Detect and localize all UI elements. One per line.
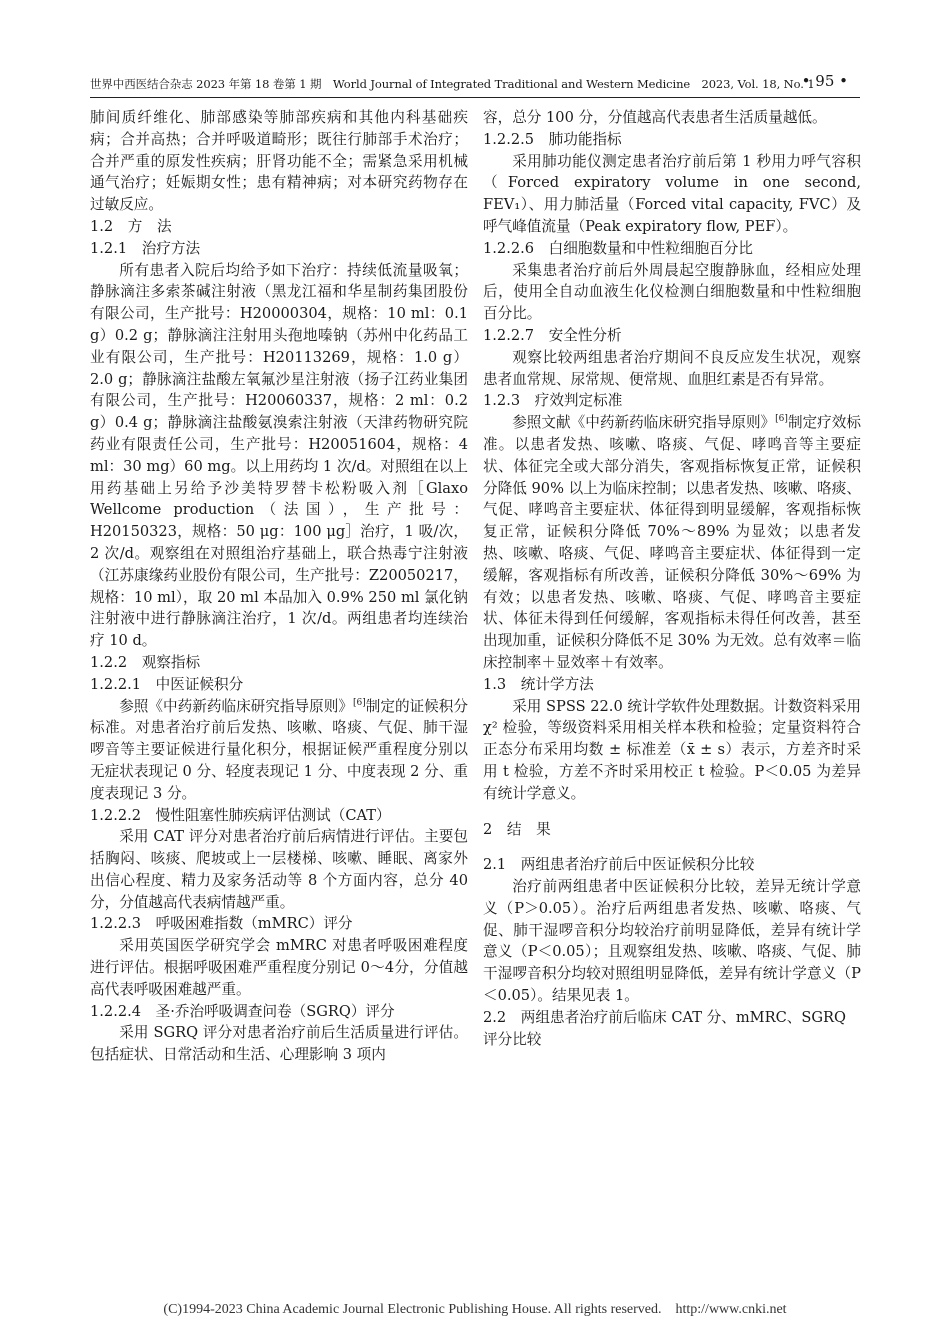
paragraph: 采用 SPSS 22.0 统计学软件处理数据。计数资料采用 χ² 检验，等级资料采用相关样本秩和检验；定量资料符合正态分布采用均数 ± 标准差（x̄ ± s）表示，方差齐时采用 t 检验，方差不齐时采用校正 t 检验。P＜0.05 为差异有统计学意义。 (483, 697, 861, 802)
section-heading: 1.2.2.7 安全性分析 (483, 326, 622, 344)
section-heading: 1.2.2.1 中医证候积分 (90, 675, 244, 693)
section-heading: 2.2 两组患者治疗前后临床 CAT 分、mMRC、SGRQ 评分比较 (483, 1008, 846, 1048)
paragraph: 参照文献《中药新药临床研究指导原则》[6]制定疗效标准。以患者发热、咳嗽、咯痰、气促、哮鸣音等主要症状、体征完全或大部分消失，客观指标恢复正常，证候积分降低 90% 以上为临床控制；以患者发热、咳嗽、咯痰、气促、哮鸣音主要症状、体征得到明显缓解，客观指标恢复正常，证候积分降低 70%～89% 为显效；以患者发热、咳嗽、咯痰、气促、哮鸣音主要症状、体征得到一定缓解，客观指标有所改善，证候积分降低 30%～69% 为有效；以患者发热、咳嗽、咯痰、气促、哮鸣音主要症状、体征未得到任何缓解，客观指标未得任何改善，甚至出现加重，证候积分降低不足 30% 为无效。总有效率＝临床控制率＋显效率＋有效率。 (483, 414, 861, 671)
header-rule (90, 97, 860, 98)
right-column (483, 107, 861, 1050)
section-heading: 1.3 统计学方法 (483, 675, 594, 693)
paragraph: 观察比较两组患者治疗期间不良反应发生状况，观察患者血常规、尿常规、便常规、血胆红素是否有异常。 (483, 348, 861, 388)
journal-info: 世界中西医结合杂志 2023 年第 18 卷第 1 期 World Journal of Integrated Traditional and Western Medicine 2023, Vol. 18, No. 1 (90, 77, 815, 91)
running-header (90, 72, 860, 96)
paragraph: 采用 SGRQ 评分对患者治疗前后生活质量进行评估。包括症状、日常活动和生活、心理影响 3 项内 (90, 1024, 468, 1064)
section-heading: 1.2.2.3 呼吸困难指数（mMRC）评分 (90, 915, 353, 933)
paragraph: 肺间质纤维化、肺部感染等肺部疾病和其他内科基础疾病；合并高热；合并呼吸道畸形；既往行肺部手术治疗；合并严重的原发性疾病；肝肾功能不全；需紧急采用机械通气治疗；妊娠期女性；患有精神病；对本研究药物存在过敏反应。 (90, 109, 468, 214)
paragraph: 采用肺功能仪测定患者治疗前后第 1 秒用力呼气容积（Forced expiratory volume in one second, FEV₁）、用力肺活量（Forced vital capacity, FVC）及呼气峰值流量（Peak expiratory flow, PEF）。 (483, 152, 861, 235)
paragraph: 采集患者治疗前后外周晨起空腹静脉血，经相应处理后，使用全自动血液生化仪检测白细胞数量和中性粒细胞百分比。 (483, 261, 861, 323)
left-column (90, 107, 468, 1066)
paragraph: 治疗前两组患者中医证候积分比较，差异无统计学意义（P＞0.05）。治疗后两组患者发热、咳嗽、咯痰、气促、肺干湿啰音积分均较治疗前明显降低，差异有统计学意义（P＜0.05）；且观察组发热、咳嗽、咯痰、气促、肺干湿啰音积分均较对照组明显降低，差异有统计学意义（P＜0.05）。结果见表 1。 (483, 878, 861, 1005)
paragraph: 容，总分 100 分，分值越高代表患者生活质量越低。 (483, 109, 827, 126)
section-heading: 1.2.1 治疗方法 (90, 239, 201, 257)
section-heading: 2 结 果 (483, 820, 551, 838)
section-heading: 1.2.2.6 白细胞数量和中性粒细胞百分比 (483, 239, 753, 257)
page-number: • 95 • (801, 72, 848, 90)
citation-ref: [6] (775, 414, 788, 425)
section-heading: 1.2.2.4 圣·乔治呼吸调查问卷（SGRQ）评分 (90, 1002, 395, 1020)
section-heading: 1.2.2.5 肺功能指标 (483, 130, 622, 148)
section-heading: 2.1 两组患者治疗前后中医证候积分比较 (483, 856, 755, 874)
section-heading: 1.2.2 观察指标 (90, 653, 201, 671)
section-heading: 1.2.2.2 慢性阻塞性肺疾病评估测试（CAT） (90, 806, 391, 824)
paragraph: 采用 CAT 评分对患者治疗前后病情进行评估。主要包括胸闷、咳痰、爬坡或上一层楼梯、咳嗽、睡眠、离家外出信心程度、精力及家务活动等 8 个方面内容，总分 40 分，分值越高代表病情越严重。 (90, 828, 468, 911)
paragraph: 参照《中药新药临床研究指导原则》[6]制定的证候积分标准。对患者治疗前后发热、咳嗽、咯痰、气促、肺干湿啰音等主要证候进行量化积分，根据证候严重程度分别以无症状表现记 0 分、轻度表现记 1 分、中度表现 2 分、重度表现记 3 分。 (90, 697, 468, 802)
paragraph: 采用英国医学研究学会 mMRC 对患者呼吸困难程度进行评估。根据呼吸困难严重程度分别记 0～4分，分值越高代表呼吸困难越严重。 (90, 937, 468, 998)
section-gap (483, 805, 861, 819)
citation-ref: [6] (352, 697, 366, 708)
section-heading: 1.2.3 疗效判定标准 (483, 392, 623, 410)
copyright-footer: (C)1994-2023 China Academic Journal Electronic Publishing House. All rights reserved. http://www.cnki.net (163, 1302, 787, 1317)
paragraph: 所有患者入院后均给予如下治疗：持续低流量吸氧；静脉滴注多索茶碱注射液（黑龙江福和华星制药集团股份有限公司，生产批号：H20000304，规格：10 ml：0.1 g）0.2 g；静脉滴注注射用头孢地嗪钠（苏州中化药品工业有限公司，生产批号：H20113269，规格：1.0 g）2.0 g；静脉滴注盐酸左氧氟沙星注射液（扬子江药业集团有限公司，生产批号：H20060337，规格：2 ml：0.2 g）0.4 g；静脉滴注盐酸氨溴索注射液（天津药物研究院药业有限责任公司，生产批号：H20051604，规格：4 ml：30 mg）60 mg。以上用药均 1 次/d。对照组在以上用药基础上另给予沙美特罗替卡松粉吸入剂［Glaxo Wellcome production（法国），生产批号：H20150323，规格：50 μg：100 μg］治疗，1 吸/次，2 次/d。观察组在对照组治疗基础上，联合热毒宁注射液（江苏康缘药业股份有限公司，生产批号：Z20050217，规格：10 ml），取 20 ml 本品加入 0.9% 250 ml 氯化钠注射液中进行静脉滴注治疗，1 次/d。两组患者均连续治疗 10 d。 (90, 261, 468, 650)
section-heading: 1.2 方 法 (90, 217, 172, 235)
section-gap (483, 840, 861, 854)
